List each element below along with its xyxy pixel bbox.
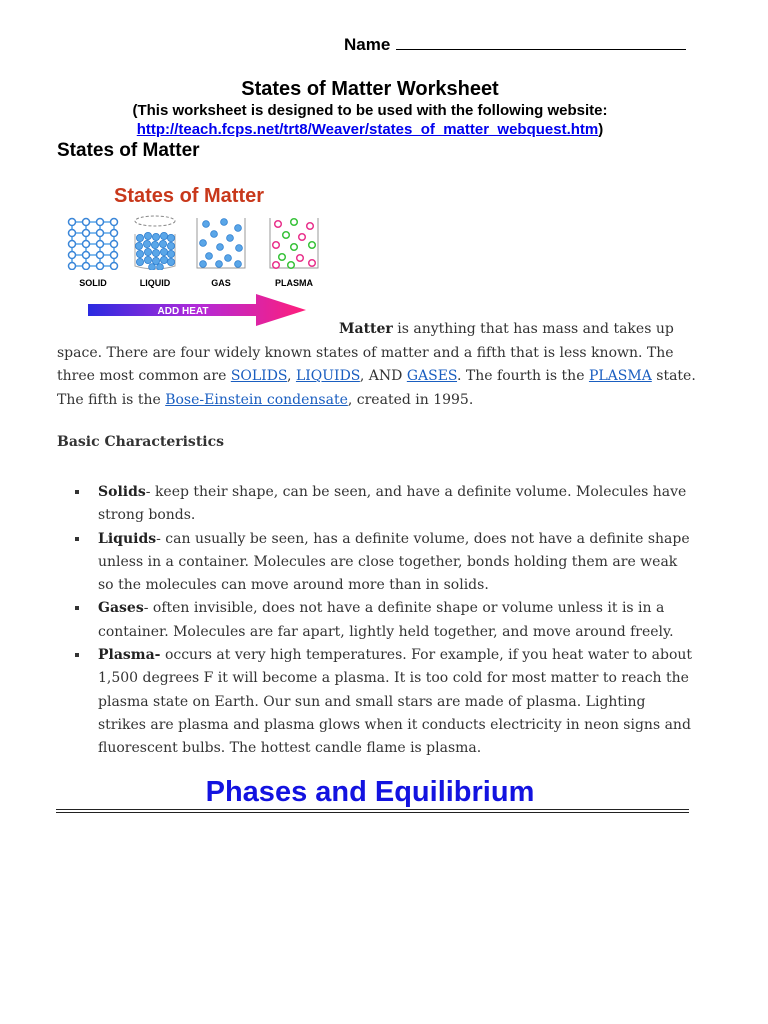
liquids-term: Liquids <box>98 530 157 547</box>
list-item <box>57 481 697 528</box>
plasma-jar-icon <box>267 214 321 270</box>
add-heat-label: ADD HEAT <box>157 306 209 317</box>
intro-paragraph <box>57 318 707 412</box>
name-label: Name <box>344 35 391 54</box>
intro-line1-text: is anything that has mass and takes up <box>392 321 674 337</box>
heading-rule <box>56 812 689 813</box>
bose-einstein-link[interactable]: Bose-Einstein condensate <box>165 391 348 408</box>
list-item <box>57 644 697 760</box>
solids-link[interactable]: SOLIDS <box>230 368 288 384</box>
bullet-icon <box>75 606 79 610</box>
liquid-label: LIQUID <box>139 278 171 288</box>
characteristics-list <box>57 481 697 761</box>
section-heading: States of Matter <box>57 140 200 161</box>
liquids-text: - can usually be seen, has a definite volume, does not have a definite shape unless in a container. Molecules are close together, bonds holding them are weak so the molecules can move around more than in solids. <box>98 530 690 594</box>
states-of-matter-figure <box>62 181 342 333</box>
name-field-label <box>344 33 686 55</box>
bullet-icon <box>75 537 79 541</box>
worksheet-title: States of Matter Worksheet <box>241 78 499 100</box>
gases-link[interactable]: GASES <box>406 368 458 384</box>
plasma-term: Plasma- <box>98 647 161 664</box>
list-item <box>57 597 697 644</box>
intro-sep-1: , <box>287 368 296 384</box>
figure-title: States of Matter <box>114 185 265 207</box>
intro-text-c: state. The fifth is the <box>57 368 696 408</box>
solid-label: SOLID <box>79 278 107 288</box>
webquest-link[interactable]: http://teach.fcps.net/trt8/Weaver/states_of_matter_webquest.htm <box>136 121 599 138</box>
worksheet-subtitle: (This worksheet is designed to be used with the following website: <box>132 102 608 119</box>
intro-text-a: space. There are four widely known states of matter and a fifth that is less known. The three most common are <box>57 344 674 384</box>
solid-jar-icon <box>66 214 120 270</box>
plasma-text: occurs at very high temperatures. For example, if you heat water to about 1,500 degrees F it will become a plasma. It is too cold for most matter to reach the plasma state on Earth. Our sun and small stars are made of plasma. Lighting strikes are plasma and plasma glows when it conducts electricity in neon signs and fluorescent bulbs. The hottest candle flame is plasma. <box>98 647 693 757</box>
liquid-jar-icon <box>128 214 182 270</box>
liquids-link[interactable]: LIQUIDS <box>295 368 360 384</box>
bullet-icon <box>75 490 79 494</box>
gases-term: Gases <box>98 600 144 617</box>
matter-term: Matter <box>339 321 393 337</box>
gases-text: - often invisible, does not have a definite shape or volume unless it is in a container. Molecules are far apart, lightly held together, and move around freely. <box>98 600 674 640</box>
gas-label: GAS <box>211 278 231 288</box>
intro-first-line <box>57 318 707 342</box>
solids-text: - keep their shape, can be seen, and have a definite volume. Molecules have strong bonds. <box>98 484 687 524</box>
gas-jar-icon <box>194 214 248 270</box>
intro-sep-2: , AND <box>359 368 407 384</box>
bullet-icon <box>75 653 79 657</box>
plasma-label: PLASMA <box>275 278 313 288</box>
solids-term: Solids <box>98 484 146 500</box>
intro-body <box>57 342 707 413</box>
basic-characteristics-heading: Basic Characteristics <box>57 434 225 450</box>
url-suffix: ) <box>598 121 604 138</box>
heading-rule <box>56 809 689 810</box>
plasma-link[interactable]: PLASMA <box>588 368 652 384</box>
phases-heading: Phases and Equilibrium <box>205 776 535 808</box>
intro-text-d: , created in 1995. <box>347 391 474 408</box>
intro-text-b: . The fourth is the <box>457 368 589 384</box>
website-line <box>0 121 740 138</box>
name-blank-line[interactable] <box>396 33 686 50</box>
list-item <box>57 528 697 598</box>
